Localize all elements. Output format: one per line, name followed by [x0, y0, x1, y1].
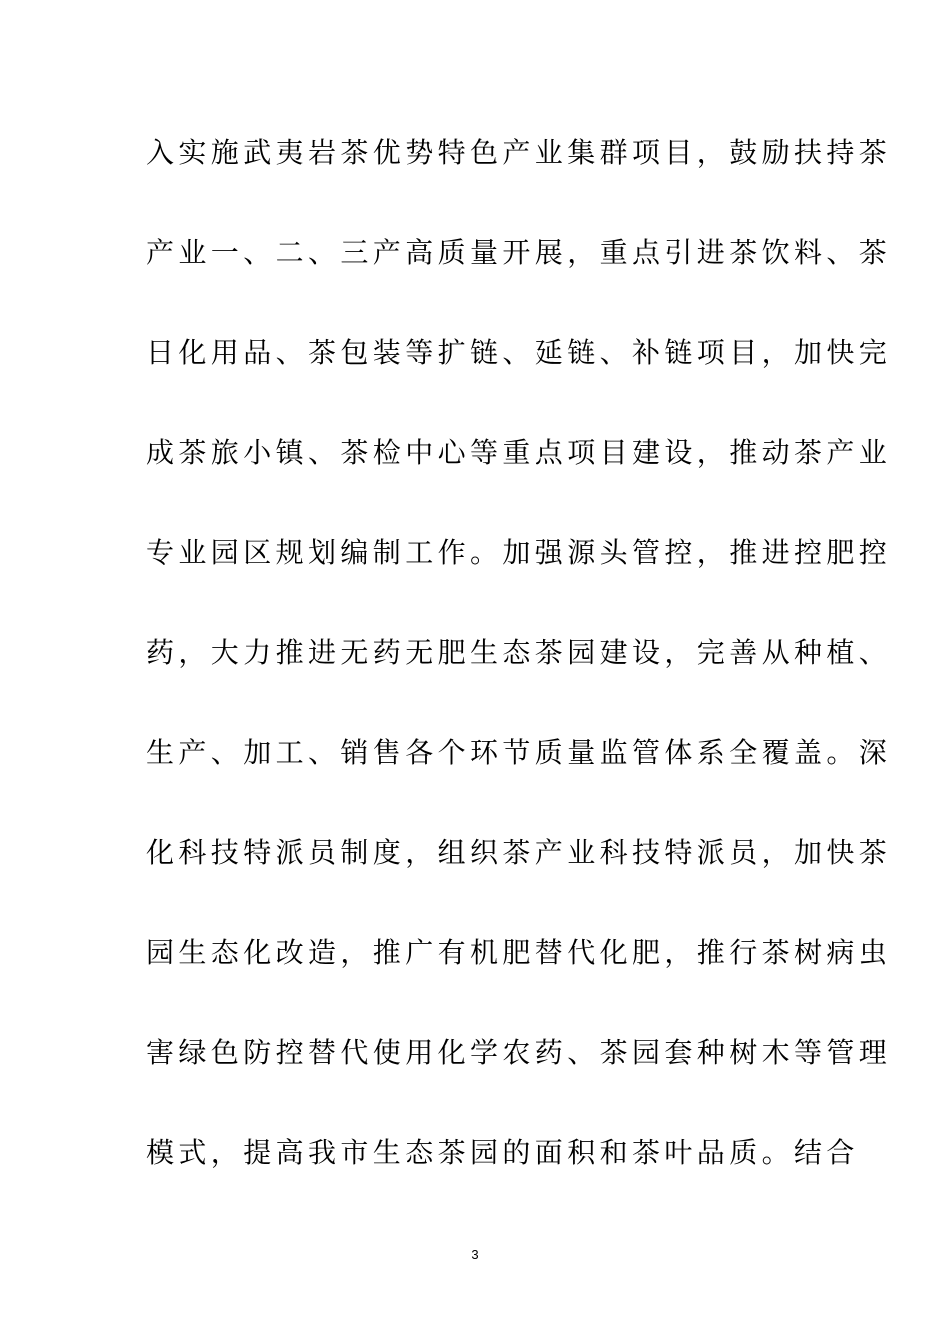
body-text [146, 128, 892, 1228]
text-line: 产业一、二、三产高质量开展，重点引进茶饮料、茶 [146, 236, 892, 269]
text-line: 入实施武夷岩茶优势特色产业集群项目，鼓励扶持茶 [146, 136, 892, 169]
text-line: 日化用品、茶包装等扩链、延链、补链项目，加快完 [146, 336, 892, 369]
text-line: 成茶旅小镇、茶检中心等重点项目建设，推动茶产业 [146, 436, 892, 469]
text-line: 害绿色防控替代使用化学农药、茶园套种树木等管理 [146, 1036, 892, 1069]
text-line: 生产、加工、销售各个环节质量监管体系全覆盖。深 [146, 736, 892, 769]
text-line: 药，大力推进无药无肥生态茶园建设，完善从种植、 [146, 636, 892, 669]
text-line: 专业园区规划编制工作。加强源头管控，推进控肥控 [146, 536, 892, 569]
text-line: 模式，提高我市生态茶园的面积和茶叶品质。结合 [146, 1136, 859, 1169]
text-line: 化科技特派员制度，组织茶产业科技特派员，加快茶 [146, 836, 892, 869]
page-number: 3 [471, 1247, 479, 1262]
text-line: 园生态化改造，推广有机肥替代化肥，推行茶树病虫 [146, 936, 892, 969]
